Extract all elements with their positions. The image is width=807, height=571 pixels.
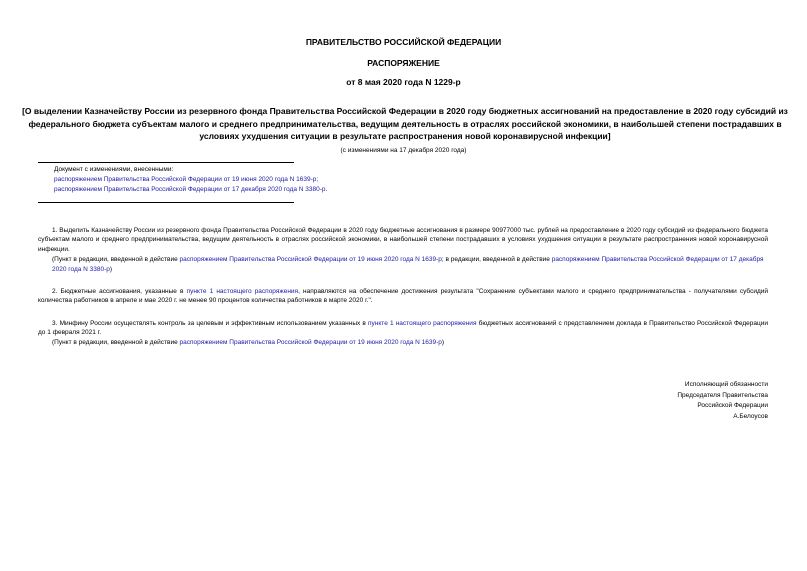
note-text: ; в редакции, введенной в действие [441,256,552,263]
divider-bottom [38,202,294,203]
paragraph-2-text: 2. Бюджетные ассигнования, указанные в [52,288,187,295]
paragraph-2 [38,287,768,306]
document-title: [О выделении Казначейству России из резервного фонда Правительства Российской Федерации в 2020 году бюджетных ассигнований на предоставление в 2020 году субсидий из федерального бюджета субъектам малого и среднего предпринимательства, ведущим деятельность в отраслях российской экономики, в наибольшей степени пострадавших в условиях ухудшения ситуации в результате распространения новой коронавирусной инфекции] [22,106,788,141]
paragraph-3-text: бюджетных ассигнований с представлением доклада в Правительство Российской Федерации до 1 февраля 2021 г. [38,320,769,337]
note-text: ) [109,265,113,273]
document-kind: РАСПОРЯЖЕНИЕ [367,58,440,68]
note-link-1639[interactable]: распоряжением Правительства Российской Федерации от 19 июня 2020 года N 1639-р [179,339,442,346]
amendments-intro: Документ с изменениями, внесенными: [54,166,174,173]
paragraph-1-note [52,255,768,274]
note-link-3380[interactable]: распоряжением Правительства Российской Федерации от 17 декабря 2020 года N 3380-р [52,256,764,273]
paragraph-3-note [52,338,768,348]
note-text: ) [441,339,445,346]
signature-block [677,380,768,422]
paragraph-2-text: , направляются на обеспечение достижения результата "Сохранение субъектами малого и среднего предпринимательства - получателями субсидий количества работников в апреле и мае 2020 г. не менее 90 процентов количества работников в марте 2020 г.". [38,288,769,305]
paragraph-2-link[interactable]: пункте 1 настоящего распоряжения [186,288,299,295]
signature-line-3: Российской Федерации [697,402,768,409]
note-text: (Пункт в редакции, введенной в действие [52,256,180,263]
divider-top [38,162,294,163]
document-number: от 8 мая 2020 года N 1229-р [346,77,461,87]
signature-line-1: Исполняющий обязанности [684,381,768,388]
paragraph-1 [38,226,768,254]
paragraph-3-text: 3. Минфину России осуществлять контроль за целевым и эффективным использованием указанных в [52,320,369,327]
amendment-link-1[interactable]: распоряжением Правительства Российской Федерации от 19 июня 2020 года N 1639-р; [54,176,319,183]
government-heading: ПРАВИТЕЛЬСТВО РОССИЙСКОЙ ФЕДЕРАЦИИ [305,37,502,47]
paragraph-3 [38,319,768,338]
amendment-link-2[interactable]: распоряжением Правительства Российской Федерации от 17 декабря 2020 года N 3380-р. [54,186,328,193]
paragraph-3-link[interactable]: пункте 1 настоящего распоряжения [368,320,477,327]
paragraph-1-text: 1. Выделить Казначейству России из резервного фонда Правительства Российской Федерации в 2020 году бюджетные ассигнования в размере 90977000 тыс. рублей на предоставление в 2020 году субсидий из федерального бюджета субъектам малого и среднего предпринимательства, ведущим деятельность в отраслях российской экономики, в наибольшей степени пострадавших в условиях ухудшения ситуации в результате распространения новой коронавирусной инфекции. [38,227,768,253]
note-link-1639[interactable]: распоряжением Правительства Российской Федерации от 19 июня 2020 года N 1639-р [179,256,442,263]
changes-note: (с изменениями на 17 декабря 2020 года) [340,147,467,154]
signatory-name: А.Белоусов [733,412,768,420]
amendments-block [54,165,327,195]
signature-line-2: Председателя Правительства [677,391,768,399]
note-text: (Пункт в редакции, введенной в действие [52,339,180,346]
